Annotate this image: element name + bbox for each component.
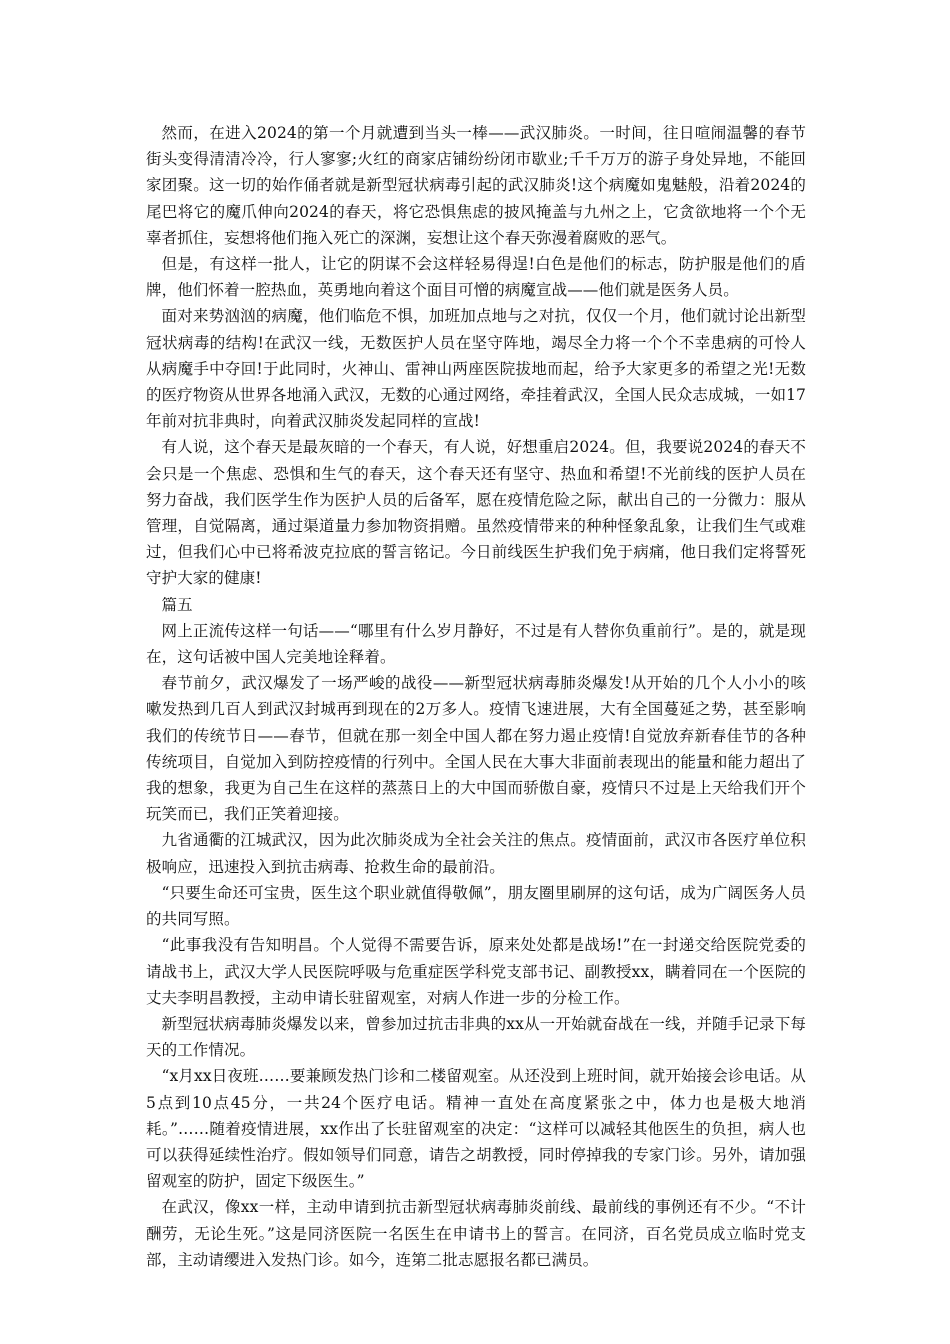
section-heading: 篇五 xyxy=(161,595,193,614)
paragraph-8: “只要生命还可宝贵，医生这个职业就值得敬佩”，朋友圈里刷屏的这句话，成为广阔医务人员的共同写照。 xyxy=(146,883,806,929)
paragraph-5: 网上正流传这样一句话——“哪里有什么岁月静好，不过是有人替你负重前行”。是的，就是现在，这句话被中国人完美地诠释着。 xyxy=(146,621,806,667)
paragraph-2: 但是，有这样一批人，让它的阴谋不会这样轻易得逞!白色是他们的标志，防护服是他们的盾牌，他们怀着一腔热血，英勇地向着这个面目可憎的病魔宣战——他们就是医务人员。 xyxy=(146,255,806,300)
paragraph-12: 在武汉，像xx一样，主动申请到抗击新型冠状病毒肺炎前线、最前线的事例还有不少。“不计酬劳，无论生死。”这是同济医院一名医生在申请书上的誓言。在同济，百名党员成立临时党支部，主动请缨进入发热门诊。如今，连第二批志愿报名都已满员。 xyxy=(146,1198,806,1269)
paragraph-3: 面对来势汹汹的病魔，他们临危不惧，加班加点地与之对抗，仅仅一个月，他们就讨论出新型冠状病毒的结构!在武汉一线，无数医护人员在坚守阵地，竭尽全力将一个个不幸患病的可怜人从病魔手中夺回!于此同时，火神山、雷神山两座医院拔地而起，给予大家更多的希望之光!无数的医疗物资从世界各地涌入武汉，无数的心通过网络，牵挂着武汉，全国人民众志成城，一如17年前对抗非典时，向着武汉肺炎发起同样的宣战! xyxy=(146,307,806,431)
paragraph-6: 春节前夕，武汉爆发了一场严峻的战役——新型冠状病毒肺炎爆发!从开始的几个人小小的咳嗽发热到几百人到武汉封城再到现在的2万多人。疫情飞速进展，大有全国蔓延之势，甚至影响我们的传统节日——春节，但就在那一刻全中国人都在努力遏止疫情!自觉放弃新春佳节的各种传统项目，自觉加入到防控疫情的行列中。全国人民在大事大非面前表现出的能量和能力超出了我的想象，我更为自己生在这样的蒸蒸日上的大中国而骄傲自豪，疫情只不过是上天给我们开个玩笑而已，我们正笑着迎接。 xyxy=(146,674,806,824)
document-body xyxy=(146,120,806,1273)
paragraph-10: 新型冠状病毒肺炎爆发以来，曾参加过抗击非典的xx从一开始就奋战在一线，并随手记录下每天的工作情况。 xyxy=(146,1014,806,1060)
paragraph-1: 然而，在进入2024的第一个月就遭到当头一棒——武汉肺炎。一时间，往日喧闹温馨的春节街头变得清清冷冷，行人寥寥;火红的商家店铺纷纷闭市歇业;千千万万的游子身处异地，不能回家团聚。这一切的始作俑者就是新型冠状病毒引起的武汉肺炎!这个病魔如鬼魅般，沿着2024的尾巴将它的魔爪伸向2024的春天，将它恐惧焦虑的披风掩盖与九州之上，它贪欲地将一个个无辜者抓住，妄想将他们拖入死亡的深渊，妄想让这个春天弥漫着腐败的恶气。 xyxy=(146,124,806,247)
paragraph-7: 九省通衢的江城武汉，因为此次肺炎成为全社会关注的焦点。疫情面前，武汉市各医疗单位积极响应，迅速投入到抗击病毒、抢救生命的最前沿。 xyxy=(146,831,806,876)
paragraph-11: “x月xx日夜班……要兼顾发热门诊和二楼留观室。从还没到上班时间，就开始接会诊电话。从5点到10点45分，一共24个医疗电话。精神一直处在高度紧张之中，体力也是极大地消耗。”……随着疫情进展，xx作出了长驻留观室的决定：“这样可以减轻其他医生的负担，病人也可以获得延续性治疗。假如领导们同意，请告之胡教授，同时停掉我的专家门诊。另外，请加强留观室的防护，固定下级医生。” xyxy=(146,1067,806,1191)
paragraph-9: “此事我没有告知明昌。个人觉得不需要告诉，原来处处都是战场!”在一封递交给医院党委的请战书上，武汉大学人民医院呼吸与危重症医学科党支部书记、副教授xx，瞒着同在一个医院的丈夫李明昌教授，主动申请长驻留观室，对病人作进一步的分检工作。 xyxy=(146,936,806,1007)
paragraph-4: 有人说，这个春天是最灰暗的一个春天，有人说，好想重启2024。但，我要说2024的春天不会只是一个焦虑、恐惧和生气的春天，这个春天还有坚守、热血和希望!不光前线的医护人员在努力奋战，我们医学生作为医护人员的后备军，愿在疫情危险之际，献出自己的一分微力：服从管理，自觉隔离，通过渠道量力参加物资捐赠。虽然疫情带来的种种怪象乱象，让我们生气或难过，但我们心中已将希波克拉底的誓言铭记。今日前线医生护我们免于病痛，他日我们定将誓死守护大家的健康! xyxy=(146,438,806,588)
